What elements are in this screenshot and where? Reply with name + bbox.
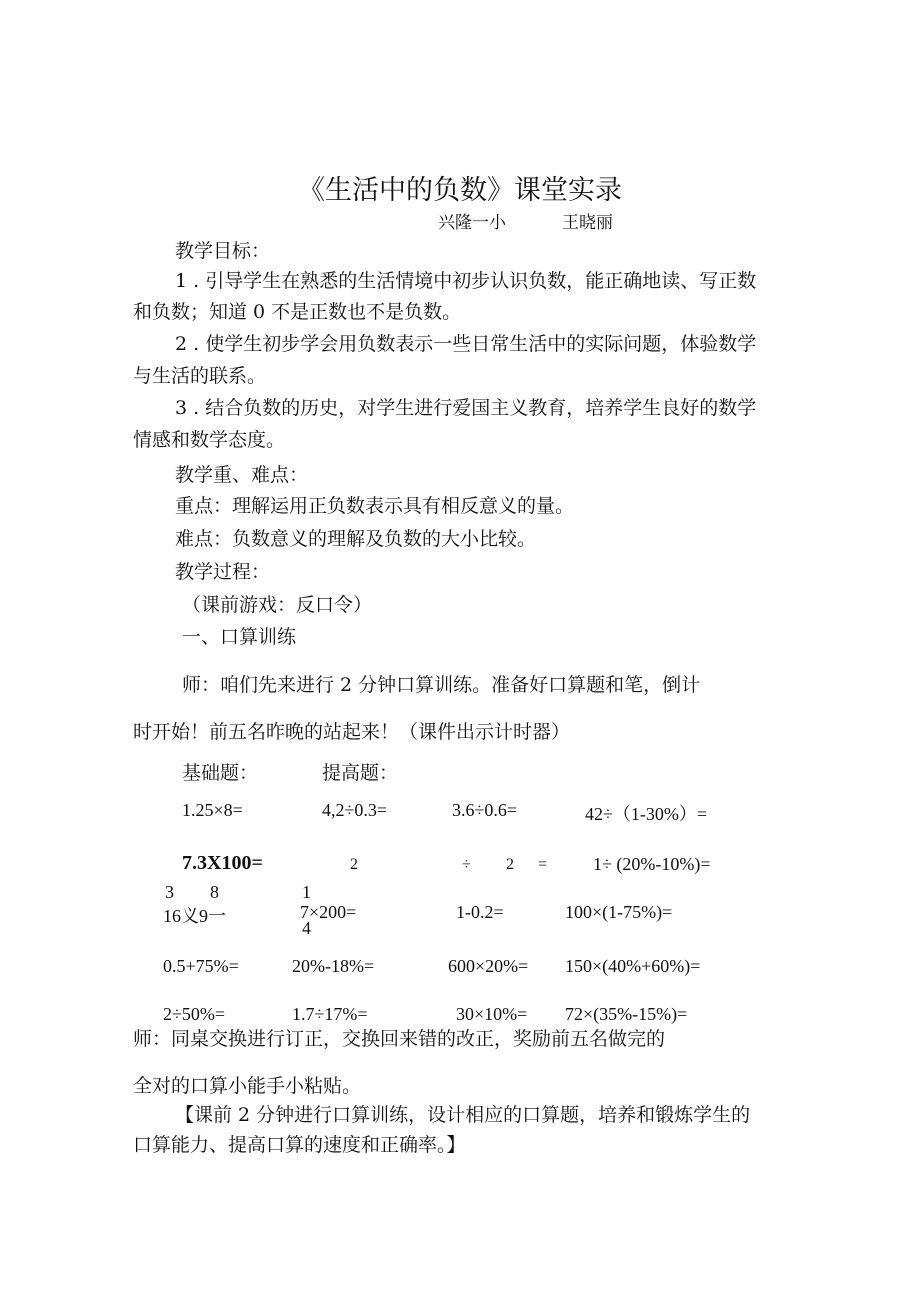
problem: 7×200= xyxy=(300,902,357,922)
problem-fragment: ÷ xyxy=(462,856,471,873)
goal-1-line2: 和负数；知道 0 不是正数也不是负数。 xyxy=(133,301,462,323)
problem: 600×20%= xyxy=(448,956,529,976)
goal-2-line1: 2 . 使学生初步学会用负数表示一些日常生活中的实际问题，体验数学 xyxy=(175,333,757,355)
page-title: 《生活中的负数》课堂实录 xyxy=(298,175,622,206)
advanced-label: 提高题： xyxy=(322,762,399,784)
basic-label: 基础题： xyxy=(182,762,259,784)
teacher-2-line2: 全对的口算小能手小粘贴。 xyxy=(133,1075,362,1097)
problem: 1.25×8= xyxy=(182,800,243,820)
key-heading: 教学重、难点： xyxy=(175,464,309,486)
problem: 7.3X100= xyxy=(182,852,263,874)
fraction-fragment: 3 xyxy=(165,882,174,902)
problem: 16义9一 xyxy=(163,906,226,926)
problem: 100×(1-75%)= xyxy=(565,902,673,922)
fraction-fragment: 8 xyxy=(210,882,219,902)
problem: 3.6÷0.6= xyxy=(452,800,518,820)
difficult-point: 难点：负数意义的理解及负数的大小比较。 xyxy=(175,528,537,550)
problem: 20%-18%= xyxy=(292,956,375,976)
pre-game: （课前游戏：反口令） xyxy=(182,594,373,616)
problem: 4,2÷0.3= xyxy=(322,800,388,820)
teacher-1-line1: 师：咱们先来进行 2 分钟口算训练。准备好口算题和笔，倒计 xyxy=(182,674,701,696)
note-line1: 【课前 2 分钟进行口算训练，设计相应的口算题，培养和锻炼学生的 xyxy=(175,1104,751,1126)
problem-fragment: 2 xyxy=(506,856,514,873)
problem: 150×(40%+60%)= xyxy=(565,956,701,976)
teacher-2-line1: 师：同桌交换进行订正，交换回来错的改正，奖励前五名做完的 xyxy=(133,1028,666,1050)
goal-1-line1: 1 . 引导学生在熟悉的生活情境中初步认识负数，能正确地读、写正数 xyxy=(175,270,757,292)
section-1-heading: 一、口算训练 xyxy=(182,626,297,648)
problem: 1-0.2= xyxy=(456,902,504,922)
problem-fragment: 2 xyxy=(350,856,358,873)
problem: 1÷ (20%-10%)= xyxy=(593,854,711,874)
problem: 72×(35%-15%)= xyxy=(565,1004,688,1024)
problem-fragment: = xyxy=(538,856,548,873)
problem: 30×10%= xyxy=(456,1004,528,1024)
goal-3-line1: 3 . 结合负数的历史，对学生进行爱国主义教育，培养学生良好的数学 xyxy=(175,397,757,419)
author-school: 兴隆一小 xyxy=(438,213,506,233)
fraction-fragment: 4 xyxy=(302,918,311,938)
teacher-1-line2: 时开始！前五名昨晚的站起来！（课件出示计时器） xyxy=(133,721,571,743)
problem: 0.5+75%= xyxy=(163,956,239,976)
fraction-fragment: 1 xyxy=(302,882,311,902)
problem: 42÷（1-30%）= xyxy=(585,804,708,824)
goal-3-line2: 情感和数学态度。 xyxy=(133,429,286,451)
problem: 1.7÷17%= xyxy=(292,1004,368,1024)
author-name: 王晓丽 xyxy=(562,213,613,233)
note-line2: 口算能力、提高口算的速度和正确率。】 xyxy=(133,1134,466,1156)
goal-2-line2: 与生活的联系。 xyxy=(133,365,267,387)
process-heading: 教学过程： xyxy=(175,561,271,583)
key-point: 重点：理解运用正负数表示具有相反意义的量。 xyxy=(175,495,575,517)
goals-heading: 教学目标： xyxy=(175,240,271,262)
problem: 2÷50%= xyxy=(163,1004,226,1024)
